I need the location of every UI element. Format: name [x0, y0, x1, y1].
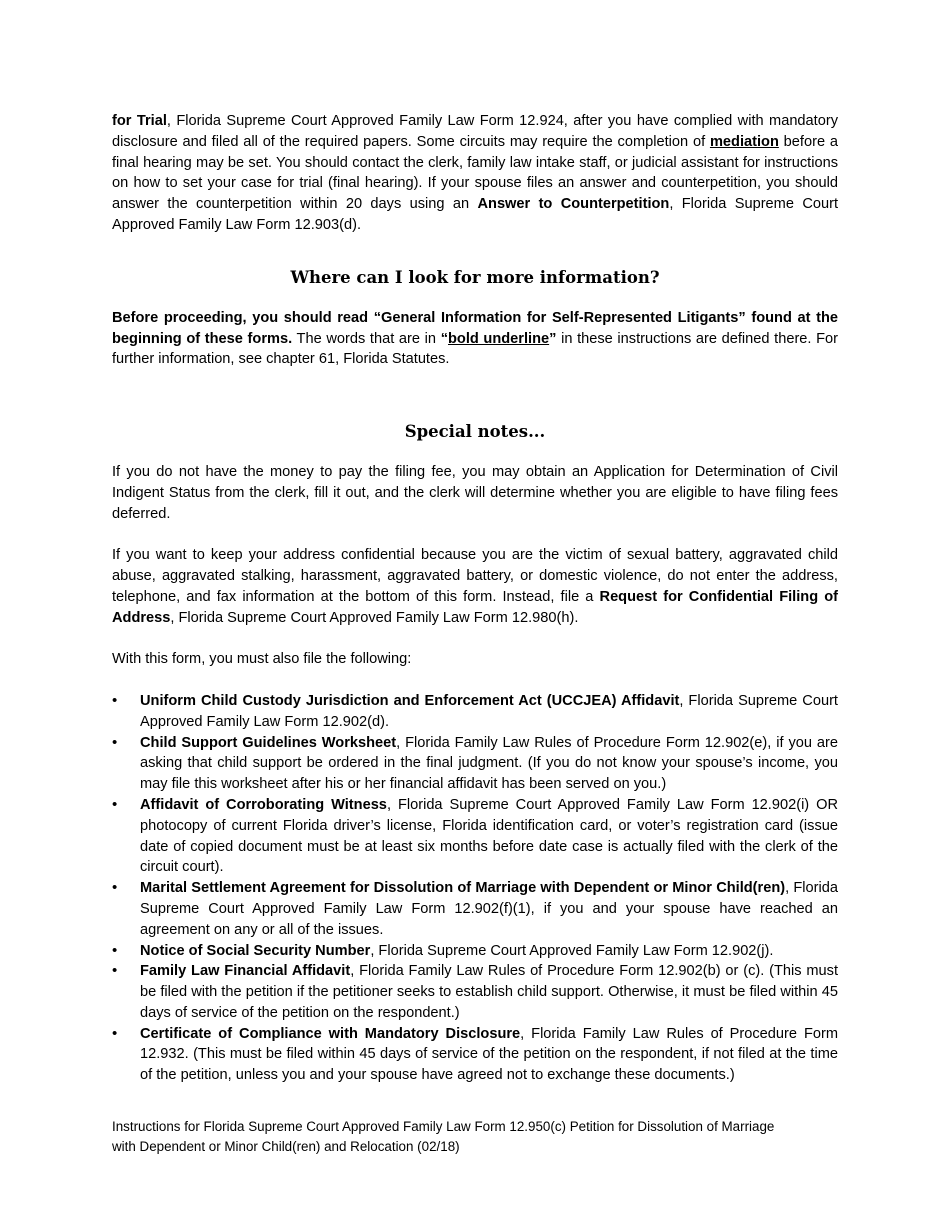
intro-text-2: before a final hearing may be set. You should contact the clerk, family law intake staff, or judicial assistant for instructions on how to set your case for trial (final hearing). If your spouse files an answer and counterpetition, you should answer the counterpetition within 20 days using an — [112, 133, 838, 213]
confidential-text-1: If you want to keep your address confidential because you are the victim of sexual battery, aggravated child abuse, aggravated stalking, harassment, aggravated battery, or domestic violence, do not enter the address, telephone, and fax information at the bottom of this form. Instead, file a — [112, 547, 838, 605]
notes-heading-wrap — [112, 421, 838, 443]
bullet-icon: • — [112, 691, 118, 709]
list-item-text: , Florida Family Law Rules of Procedure Form 12.932. (This must be filed within 45 days of service of the petition on the respondent, if not filed at the time of the petition, unless you and your spouse have agreed not to exchange these documents.) — [140, 1025, 838, 1084]
intro-text-1: , Florida Supreme Court Approved Family Law Form 12.924, after you have complied with mandatory disclosure and filed all of the required papers. Some circuits may require the completion of — [112, 113, 838, 150]
list-item-text: , Florida Family Law Rules of Procedure Form 12.902(b) or (c). (This must be filed with the petition if the petitioner seeks to establish child support. Otherwise, it must be filed within 45 days of service of the petition on the respondent.) — [140, 963, 838, 1021]
list-item-text: , Florida Family Law Rules of Procedure Form 12.902(e), if you are asking that child support be ordered in the final judgment. (If you do not know your spouse’s income, you may file this worksheet after his or her financial affidavit has been served on you.) — [140, 734, 839, 793]
info-paragraph — [112, 308, 838, 370]
required-forms-list — [112, 691, 838, 1086]
bullet-icon: • — [112, 1024, 118, 1042]
list-item — [112, 961, 838, 1023]
list-item-text: , Florida Supreme Court Approved Family Law Form 12.902(j). — [370, 942, 774, 959]
bullet-icon: • — [112, 795, 118, 813]
notes-paragraph-confidential — [112, 545, 838, 628]
bullet-icon: • — [112, 962, 118, 980]
spacer — [112, 670, 838, 691]
list-item-text: , Florida Supreme Court Approved Family Law Form 12.902(f)(1), if you and your spouse have reached an agreement on any or all of the issues. — [140, 880, 838, 938]
list-item — [112, 691, 838, 733]
spacer — [112, 525, 838, 546]
list-item-title: Notice of Social Security Number — [140, 942, 371, 959]
intro-bold-for-trial: for Trial — [112, 113, 167, 129]
info-bold-lead: Before proceeding, you should read “General Information for Self-Represented Litigants” found at the beginning of these forms. — [112, 309, 838, 347]
footer-line-2: with Dependent or Minor Child(ren) and Relocation (02/18) — [112, 1138, 460, 1154]
list-item-title: Child Support Guidelines Worksheet — [140, 734, 397, 751]
bullet-icon: • — [112, 733, 118, 751]
info-text-1: The words that are in — [292, 330, 441, 347]
info-text-2: in these instructions are defined there. For further information, see chapter 61, Florida Statutes. — [112, 330, 839, 368]
section-heading-more-info: Where can I look for more information? — [290, 267, 660, 287]
intro-bold-answer: Answer to Counterpetition — [477, 196, 670, 213]
list-item — [112, 795, 838, 878]
bold-underline-term: bold underline — [447, 330, 550, 347]
list-item-title: Family Law Financial Affidavit — [140, 963, 351, 980]
confidential-bold-request: Request for Confidential Filing of Address — [112, 588, 839, 626]
list-item — [112, 733, 838, 795]
intro-paragraph — [112, 111, 838, 236]
section-heading-special-notes: Special notes... — [404, 422, 546, 442]
list-item-title: Uniform Child Custody Jurisdiction and Enforcement Act (UCCJEA) Affidavit — [140, 692, 680, 709]
spacer — [112, 629, 838, 650]
intro-text-3: , Florida Supreme Court Approved Family Law Form 12.903(d). — [112, 196, 839, 233]
document-page — [112, 111, 838, 1086]
list-item-title: Certificate of Compliance with Mandatory Disclosure — [140, 1025, 521, 1042]
quote-open: “ — [440, 330, 448, 347]
notes-paragraph-also-file: With this form, you must also file the following: — [112, 651, 412, 668]
list-item-title: Affidavit of Corroborating Witness — [140, 796, 387, 813]
page-footer — [112, 1117, 838, 1156]
info-heading-wrap — [112, 267, 838, 289]
list-item — [112, 1024, 838, 1086]
notes-paragraph-fee: If you do not have the money to pay the filing fee, you may obtain an Application for Determination of Civil Indigent Status from the clerk, fill it out, and the clerk will determine whether you are eligible to have filing fees deferred. — [112, 464, 838, 522]
list-item-text: , Florida Supreme Court Approved Family Law Form 12.902(i) OR photocopy of current Florida driver’s license, Florida identification card, or voter’s registration card (issue date of copied document must be at least six months before date case is actually filed with the clerk of the circuit court). — [140, 796, 839, 876]
list-item-text: , Florida Supreme Court Approved Family Law Form 12.902(d). — [140, 692, 838, 730]
footer-line-1: Instructions for Florida Supreme Court Approved Family Law Form 12.950(c) Petition for Dissolution of Marriage — [112, 1119, 775, 1134]
bullet-icon: • — [112, 879, 118, 897]
confidential-text-2: , Florida Supreme Court Approved Family Law Form 12.980(h). — [170, 609, 579, 626]
quote-close: ” — [549, 330, 557, 347]
list-item — [112, 941, 838, 962]
info-bold-underline — [441, 331, 557, 347]
list-item-title: Marital Settlement Agreement for Dissolution of Marriage with Dependent or Minor Child(ren) — [140, 880, 786, 897]
bullet-icon: • — [112, 941, 118, 959]
mediation-term: mediation — [709, 133, 779, 150]
list-item — [112, 878, 838, 940]
